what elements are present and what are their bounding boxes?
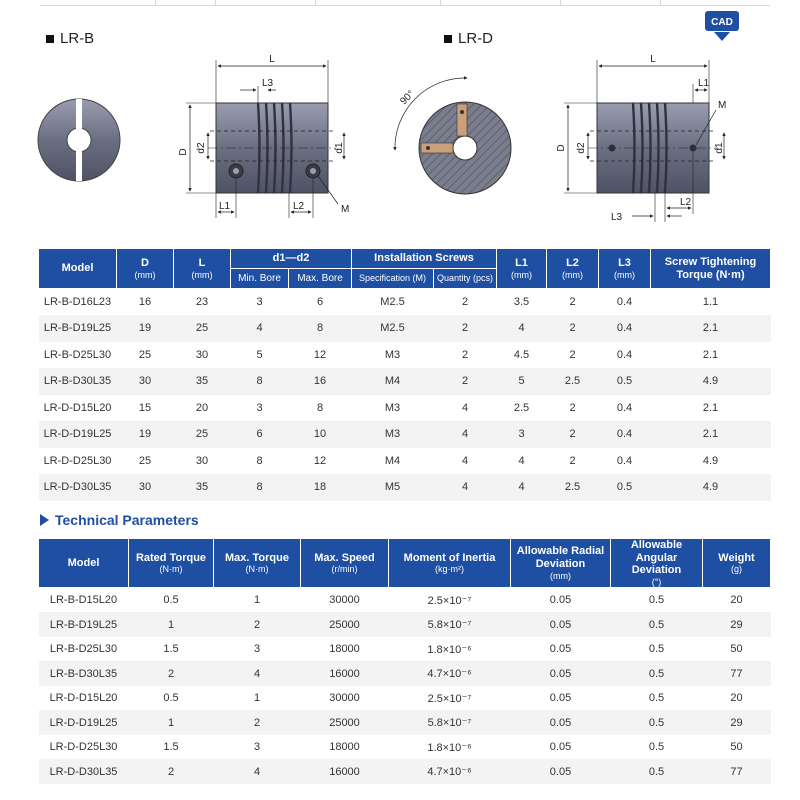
header-text: L1 xyxy=(515,257,528,269)
table-cell: 25000 xyxy=(301,612,389,637)
dim-l3-label: L3 xyxy=(262,78,274,89)
model-cell: LR-B-D15L20 xyxy=(39,588,129,613)
table-cell: 2 xyxy=(214,710,301,735)
table-cell: 30000 xyxy=(301,588,389,613)
table-cell: 23 xyxy=(174,289,231,316)
table-cell: 6 xyxy=(289,289,352,316)
table-cell: 20 xyxy=(703,686,771,711)
model-cell: LR-D-D15L20 xyxy=(39,686,129,711)
table-row xyxy=(39,735,771,760)
table-cell: 2.5×10⁻⁷ xyxy=(389,686,511,711)
dim-m-label: M xyxy=(718,100,727,111)
table-cell: 5.8×10⁻⁷ xyxy=(389,710,511,735)
table-cell: 4.9 xyxy=(651,448,771,475)
table-cell: 0.4 xyxy=(599,448,651,475)
col-header-qty: Quantity (pcs) xyxy=(434,269,497,289)
header-unit: (g) xyxy=(731,564,742,575)
table-cell: 0.5 xyxy=(599,474,651,501)
table-cell: 19 xyxy=(117,315,174,342)
lr-d-label: LR-D xyxy=(458,30,494,47)
table-cell: 2 xyxy=(434,315,497,342)
table-cell: 0.5 xyxy=(611,759,703,784)
col-header-d1d2: d1—d2 xyxy=(231,249,352,269)
col-header-max-bore: Max. Bore xyxy=(289,269,352,289)
table-row xyxy=(39,686,771,711)
model-cell: LR-B-D25L30 xyxy=(39,637,129,662)
cad-label: CAD xyxy=(711,17,733,28)
header-text: Max. Speed xyxy=(314,551,375,564)
table-cell: 0.4 xyxy=(599,421,651,448)
table-row xyxy=(39,421,771,448)
table-cell: 2.1 xyxy=(651,315,771,342)
table-cell: 18000 xyxy=(301,735,389,760)
triangle-bullet-icon xyxy=(40,514,49,526)
table-cell: 2.5 xyxy=(497,395,547,422)
table-cell: 12 xyxy=(289,342,352,369)
table-cell: 4 xyxy=(434,421,497,448)
table-cell: 2 xyxy=(547,448,599,475)
model-cell: LR-D-D30L35 xyxy=(39,759,129,784)
table-cell: 1 xyxy=(129,710,214,735)
table-cell: 5.8×10⁻⁷ xyxy=(389,612,511,637)
model-cell: LR-D-D19L25 xyxy=(39,710,129,735)
col-header-torque: Screw Tightening Torque (N·m) xyxy=(651,249,771,289)
table-cell: 4 xyxy=(497,448,547,475)
table-cell: 1.1 xyxy=(651,289,771,316)
table-cell: 12 xyxy=(289,448,352,475)
table-cell: 0.5 xyxy=(611,735,703,760)
col-header-d xyxy=(117,249,174,289)
table-cell: 18 xyxy=(289,474,352,501)
table-cell: 0.05 xyxy=(511,686,611,711)
table-cell: 50 xyxy=(703,735,771,760)
table-cell: 2 xyxy=(129,759,214,784)
table-cell: 0.5 xyxy=(129,686,214,711)
dim-d1-label: d1 xyxy=(334,142,345,154)
col-header-angular xyxy=(611,539,703,588)
col-header-screws: Installation Screws xyxy=(352,249,497,269)
table-cell: 0.5 xyxy=(611,588,703,613)
table-cell: 4 xyxy=(497,474,547,501)
table-row xyxy=(39,315,771,342)
table-cell: 4.5 xyxy=(497,342,547,369)
table-cell: 4 xyxy=(434,448,497,475)
table-cell: 25 xyxy=(174,421,231,448)
table-cell: 2 xyxy=(434,342,497,369)
table-cell: 20 xyxy=(703,588,771,613)
table-cell: 4 xyxy=(434,395,497,422)
table-cell: 35 xyxy=(174,474,231,501)
table-row xyxy=(39,661,771,686)
table-cell: 5 xyxy=(231,342,289,369)
table-cell: 30 xyxy=(174,448,231,475)
table-row xyxy=(39,759,771,784)
col-header-l1 xyxy=(497,249,547,289)
table-cell: 25 xyxy=(117,448,174,475)
table-cell: 3 xyxy=(214,637,301,662)
table-cell: 30 xyxy=(117,368,174,395)
header-unit: (mm) xyxy=(550,570,571,581)
table-cell: 3 xyxy=(231,289,289,316)
table-cell: 30 xyxy=(117,474,174,501)
dim-d2-label: d2 xyxy=(576,142,587,154)
table-row xyxy=(39,448,771,475)
table-cell: 2.1 xyxy=(651,395,771,422)
col-header-l xyxy=(174,249,231,289)
table-cell: 2 xyxy=(547,289,599,316)
header-text: L2 xyxy=(566,257,579,269)
header-unit: (mm) xyxy=(191,269,213,280)
table-cell: 77 xyxy=(703,661,771,686)
table-row xyxy=(39,588,771,613)
table-cell: 4 xyxy=(434,474,497,501)
table-cell: 5 xyxy=(497,368,547,395)
dimension-spec-table xyxy=(38,248,771,501)
model-cell: LR-B-D16L23 xyxy=(39,289,117,316)
dim-d2-label: d2 xyxy=(196,142,207,154)
table-cell: 0.5 xyxy=(611,686,703,711)
table-cell: 1.5 xyxy=(129,735,214,760)
model-cell: LR-D-D25L30 xyxy=(39,448,117,475)
technical-parameters-heading xyxy=(40,512,199,528)
table-cell: 2.5 xyxy=(547,474,599,501)
table-cell: M3 xyxy=(352,395,434,422)
table-cell: 2 xyxy=(547,315,599,342)
table-row xyxy=(39,395,771,422)
table-cell: 25 xyxy=(117,342,174,369)
dim-angle-label: 90° xyxy=(398,88,417,108)
dim-m-label: M xyxy=(341,204,350,215)
model-cell: LR-B-D30L35 xyxy=(39,661,129,686)
header-text: L3 xyxy=(618,257,631,269)
table-cell: 0.05 xyxy=(511,710,611,735)
table-cell: 4.9 xyxy=(651,368,771,395)
table-cell: M2.5 xyxy=(352,289,434,316)
header-unit: (mm) xyxy=(614,269,635,280)
table-cell: 1 xyxy=(214,588,301,613)
table-cell: M4 xyxy=(352,368,434,395)
dim-l2-label: L2 xyxy=(680,197,692,208)
dim-d1-label: d1 xyxy=(714,142,725,154)
header-unit: (mm) xyxy=(562,269,583,280)
table-cell: M4 xyxy=(352,448,434,475)
tech-table-body xyxy=(39,588,771,784)
table-cell: 0.5 xyxy=(611,710,703,735)
lr-d-end-view xyxy=(395,78,511,194)
table-cell: 30 xyxy=(174,342,231,369)
header-text: L xyxy=(198,257,206,269)
table-cell: 10 xyxy=(289,421,352,448)
table-cell: 2.1 xyxy=(651,342,771,369)
table-cell: 29 xyxy=(703,710,771,735)
table-cell: 0.05 xyxy=(511,612,611,637)
table-cell: 0.05 xyxy=(511,588,611,613)
table-row xyxy=(39,637,771,662)
table-cell: 0.5 xyxy=(599,368,651,395)
table-cell: 2.1 xyxy=(651,421,771,448)
table-row xyxy=(39,612,771,637)
col-header-rated-torque xyxy=(129,539,214,588)
table-cell: 2.5 xyxy=(547,368,599,395)
header-text: Allowable Angular Deviation xyxy=(630,539,683,577)
table-cell: 15 xyxy=(117,395,174,422)
table-cell: 1.8×10⁻⁶ xyxy=(389,637,511,662)
col-header-model: Model xyxy=(39,539,129,588)
table-cell: M2.5 xyxy=(352,315,434,342)
table-cell: 0.05 xyxy=(511,661,611,686)
table-row xyxy=(39,474,771,501)
table-cell: 16 xyxy=(289,368,352,395)
table-row xyxy=(39,710,771,735)
table-cell: 2.5×10⁻⁷ xyxy=(389,588,511,613)
table-cell: 2 xyxy=(129,661,214,686)
table-cell: 3 xyxy=(231,395,289,422)
table-cell: 16000 xyxy=(301,759,389,784)
table-cell: 0.5 xyxy=(129,588,214,613)
header-text: Moment of Inertia xyxy=(403,551,496,564)
table-row xyxy=(39,342,771,369)
header-text: Allowable Radial Deviation xyxy=(516,545,605,570)
table-cell: 4 xyxy=(231,315,289,342)
table-cell: 2 xyxy=(434,368,497,395)
table-cell: 18000 xyxy=(301,637,389,662)
model-cell: LR-B-D25L30 xyxy=(39,342,117,369)
table-cell: M3 xyxy=(352,342,434,369)
col-header-max-speed xyxy=(301,539,389,588)
col-header-spec: Specification (M) xyxy=(352,269,434,289)
table-cell: 19 xyxy=(117,421,174,448)
section-title-text: Technical Parameters xyxy=(55,512,199,528)
table-cell: 8 xyxy=(289,315,352,342)
model-cell: LR-B-D19L25 xyxy=(39,612,129,637)
col-header-l2 xyxy=(547,249,599,289)
header-text: Weight xyxy=(718,551,755,564)
col-header-max-torque xyxy=(214,539,301,588)
table-cell: 6 xyxy=(231,421,289,448)
header-unit: (kg·m²) xyxy=(435,564,464,575)
table-cell: 3 xyxy=(214,735,301,760)
table-cell: 20 xyxy=(174,395,231,422)
header-text: Max. Torque xyxy=(225,551,289,564)
header-unit: (mm) xyxy=(134,269,156,280)
table-cell: 25000 xyxy=(301,710,389,735)
dim-l2-label: L2 xyxy=(293,201,305,212)
header-text: D xyxy=(141,257,149,269)
table-cell: 16 xyxy=(117,289,174,316)
col-header-inertia xyxy=(389,539,511,588)
table-cell: 2 xyxy=(547,395,599,422)
table-cell: 1 xyxy=(214,686,301,711)
header-unit: (°) xyxy=(651,576,662,587)
table-cell: 0.5 xyxy=(611,637,703,662)
table-cell: 2 xyxy=(547,421,599,448)
table-cell: 0.5 xyxy=(611,661,703,686)
col-header-weight xyxy=(703,539,771,588)
table-cell: 25 xyxy=(174,315,231,342)
model-cell: LR-B-D30L35 xyxy=(39,368,117,395)
table-cell: 4.7×10⁻⁶ xyxy=(389,661,511,686)
dim-l-label: L xyxy=(650,54,656,65)
header-unit: (N·m) xyxy=(159,564,183,575)
table-cell: 4 xyxy=(214,759,301,784)
lr-b-end-view xyxy=(38,99,120,181)
table-cell: 4.9 xyxy=(651,474,771,501)
model-cell: LR-D-D15L20 xyxy=(39,395,117,422)
table-cell: 8 xyxy=(231,474,289,501)
table-cell: 2 xyxy=(434,289,497,316)
dim-l3-label: L3 xyxy=(611,212,623,223)
table-cell: 4.7×10⁻⁶ xyxy=(389,759,511,784)
table-cell: 0.4 xyxy=(599,342,651,369)
header-unit: (r/min) xyxy=(331,564,358,575)
lr-b-side-view xyxy=(178,54,349,218)
table-cell: 35 xyxy=(174,368,231,395)
table-cell: 3.5 xyxy=(497,289,547,316)
col-header-min-bore: Min. Bore xyxy=(231,269,289,289)
table-cell: 4 xyxy=(497,315,547,342)
table-cell: 2 xyxy=(214,612,301,637)
model-cell: LR-B-D19L25 xyxy=(39,315,117,342)
table-cell: 8 xyxy=(231,368,289,395)
table-row xyxy=(39,289,771,316)
col-header-radial xyxy=(511,539,611,588)
table-cell: 50 xyxy=(703,637,771,662)
table-cell: 4 xyxy=(214,661,301,686)
dim-l1-label: L1 xyxy=(219,201,231,212)
model-cell: LR-D-D30L35 xyxy=(39,474,117,501)
dim-d-label: D xyxy=(556,144,567,152)
table-cell: 16000 xyxy=(301,661,389,686)
table-cell: 29 xyxy=(703,612,771,637)
table-cell: 1.8×10⁻⁶ xyxy=(389,735,511,760)
table-cell: 0.4 xyxy=(599,395,651,422)
table-cell: 0.05 xyxy=(511,637,611,662)
table-row xyxy=(39,368,771,395)
table-cell: 0.05 xyxy=(511,759,611,784)
header-unit: (N·m) xyxy=(245,564,269,575)
dim-l-label: L xyxy=(269,54,275,65)
table-cell: M5 xyxy=(352,474,434,501)
spec-table-body xyxy=(39,289,771,501)
header-unit: (mm) xyxy=(511,269,532,280)
lr-b-label: LR-B xyxy=(60,30,95,47)
table-cell: 1.5 xyxy=(129,637,214,662)
technical-drawings xyxy=(0,0,800,245)
col-header-model: Model xyxy=(39,249,117,289)
col-header-l3 xyxy=(599,249,651,289)
table-cell: M3 xyxy=(352,421,434,448)
dim-l1-label: L1 xyxy=(698,78,710,89)
table-cell: 0.05 xyxy=(511,735,611,760)
dim-d-label: D xyxy=(178,148,189,156)
model-cell: LR-D-D25L30 xyxy=(39,735,129,760)
table-cell: 1 xyxy=(129,612,214,637)
technical-parameters-table xyxy=(38,538,771,784)
table-cell: 3 xyxy=(497,421,547,448)
table-cell: 30000 xyxy=(301,686,389,711)
lr-d-side-view xyxy=(556,54,726,223)
table-cell: 8 xyxy=(289,395,352,422)
table-cell: 0.4 xyxy=(599,315,651,342)
table-cell: 0.5 xyxy=(611,612,703,637)
table-cell: 77 xyxy=(703,759,771,784)
header-text: Rated Torque xyxy=(135,551,207,564)
table-cell: 8 xyxy=(231,448,289,475)
table-cell: 0.4 xyxy=(599,289,651,316)
model-cell: LR-D-D19L25 xyxy=(39,421,117,448)
table-cell: 2 xyxy=(547,342,599,369)
